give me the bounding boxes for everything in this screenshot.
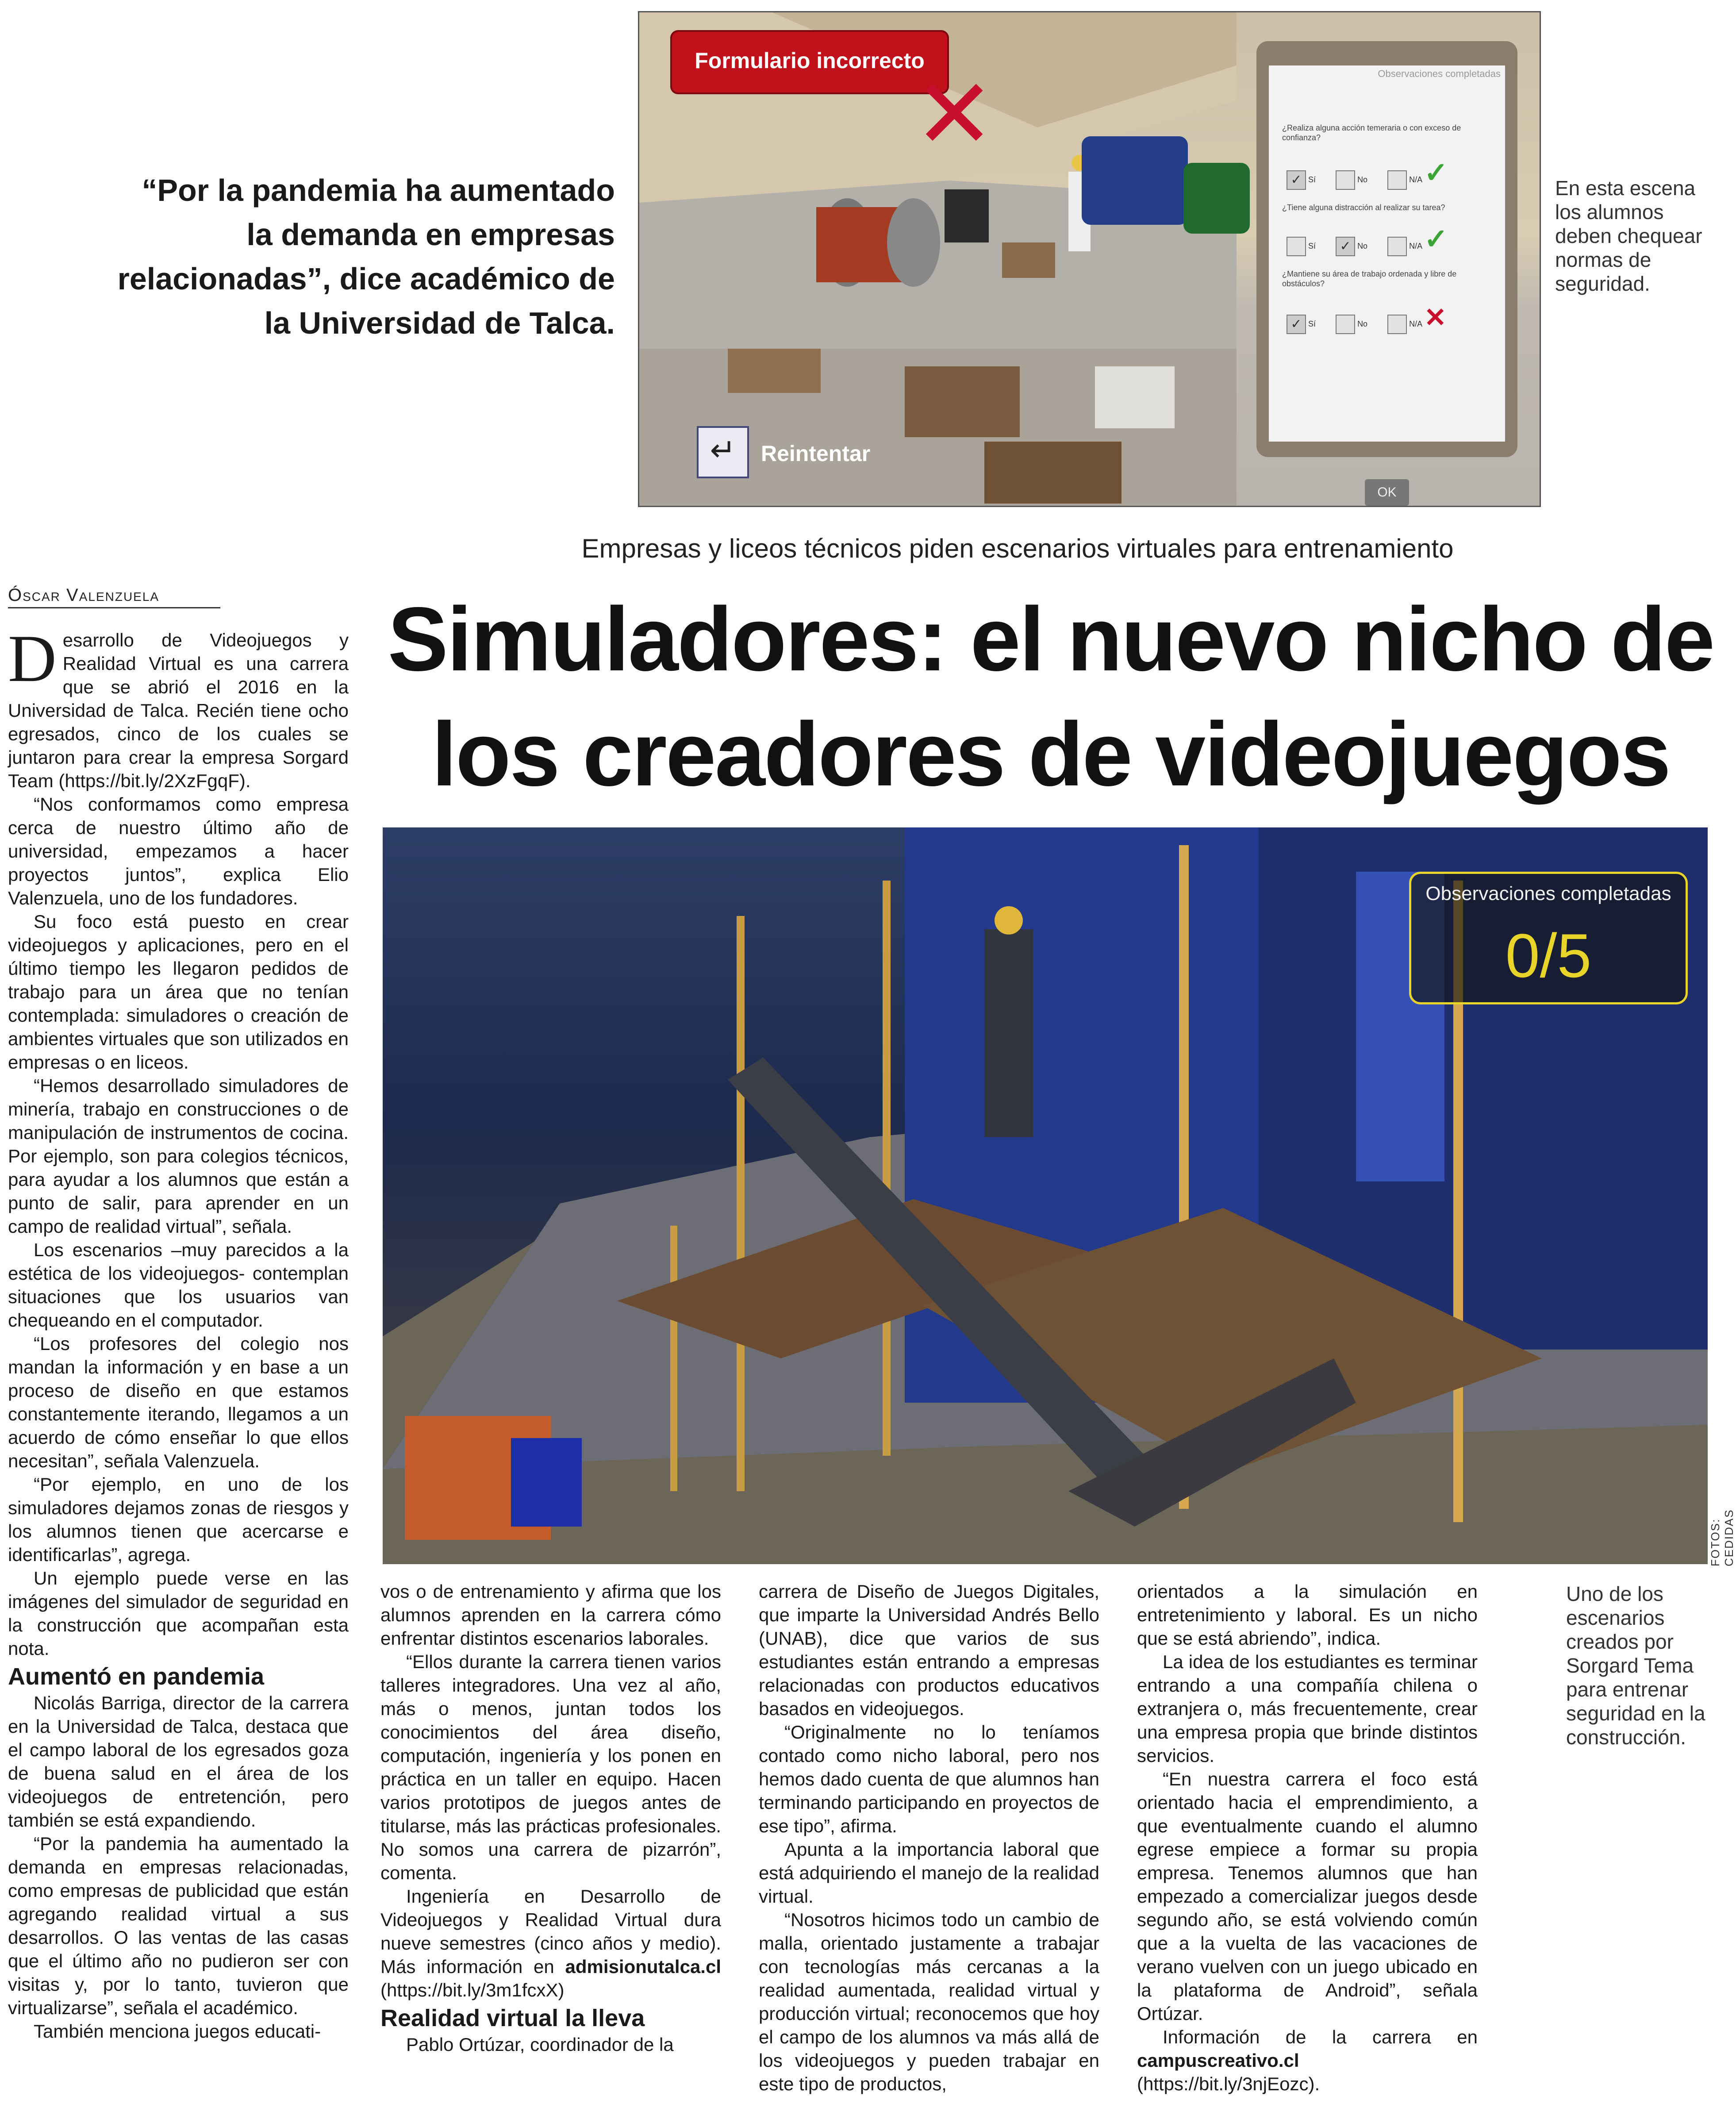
option-label: N/A [1409, 175, 1422, 184]
headline-line: los creadores de videojuegos [431, 704, 1670, 805]
paragraph: orientados a la simulación en entretenimiento y laboral. Es un nicho que se está abriendo”, indica. [1137, 1581, 1478, 1649]
top-photo-caption [1555, 176, 1728, 296]
paragraph: “Originalmente no lo teníamos contado como nicho laboral, pero nos hemos dado cuenta de que alumnos han terminando participando en proyectos de ese tipo”, afirma. [759, 1722, 1099, 1836]
check-icon: ✓ [1424, 157, 1448, 188]
option-label: No [1357, 319, 1368, 328]
option-label: Sí [1308, 319, 1316, 328]
cross-icon: ✕ [1424, 303, 1447, 332]
caption-line: Uno de los [1566, 1582, 1663, 1605]
hud-counter: 0/5 [1505, 921, 1592, 990]
paragraph: Ingeniería en Desarrollo de Videojuegos y Realidad Virtual dura nueve semestres (cinco años y medio). Más información en admisionutalca.cl (https://bit.ly/3m1fcxX) [380, 1886, 721, 2000]
subheading: Realidad virtual la lleva [380, 2005, 645, 2031]
paragraph: Nicolás Barriga, director de la carrera en la Universidad de Talca, destaca que el campo laboral de los egresados goza de buena salud en el área de los videojuegos de entretención, pero también se está expandiendo. [8, 1692, 349, 1831]
paragraph: vos o de entrenamiento y afirma que los alumnos aprenden en la carrera cómo enfrentar distintos escenarios laborales. [380, 1581, 721, 1649]
hud-label: Observaciones completadas [1425, 883, 1671, 904]
paragraph: Su foco está puesto en crear videojuegos y aplicaciones, pero en el último tiempo les llegaron pedidos de trabajo para un área que no tenían contemplada: simuladores o creación de ambientes virtuales que son utilizados en empresas o en liceos. [8, 911, 349, 1073]
caption-line: En esta escena [1555, 177, 1696, 200]
incorrect-form-banner-text: Formulario incorrecto [695, 48, 925, 73]
caption-line: seguridad en la [1566, 1702, 1705, 1725]
clipboard-panel [1256, 41, 1517, 500]
pull-quote [53, 168, 615, 345]
ok-button[interactable]: OK [1365, 479, 1409, 506]
checkbox[interactable] [1287, 237, 1306, 256]
kicker: Empresas y liceos técnicos piden escenarios virtuales para entrenamiento [581, 534, 1454, 563]
checkbox[interactable] [1387, 170, 1407, 190]
option-label: No [1357, 242, 1368, 250]
option-label: N/A [1409, 242, 1422, 250]
headline [376, 582, 1725, 812]
retry-label[interactable]: Reintentar [761, 441, 871, 466]
paragraph: Pablo Ortúzar, coordinador de la [406, 2034, 674, 2055]
caption-line: deben chequear [1555, 224, 1702, 247]
drop-cap: D [8, 621, 57, 696]
answer-row [1287, 223, 1494, 255]
main-photo-caption [1566, 1582, 1730, 1749]
paragraph: Apunta a la importancia laboral que está adquiriendo el manejo de la realidad virtual. [759, 1839, 1099, 1907]
paragraph: carrera de Diseño de Juegos Digitales, que imparte la Universidad Andrés Bello (UNAB), dice que varios de sus estudiantes están entrando a empresas relacionadas con productos educativos basados en videojuegos. [759, 1581, 1099, 1719]
retry-icon[interactable]: ↵ [697, 426, 749, 478]
clipboard-question: ¿Mantiene su área de trabajo ordenada y libre de obstáculos? [1282, 269, 1457, 288]
clipboard-question: ¿Realiza alguna acción temeraria o con exceso de confianza? [1282, 123, 1461, 142]
answer-row [1287, 302, 1494, 332]
checkbox[interactable] [1336, 170, 1355, 190]
clipboard-header: Observaciones completadas [1378, 68, 1501, 79]
paragraph: Un ejemplo puede verse en las imágenes del simulador de seguridad en la construcción que acompañan esta nota. [8, 1568, 349, 1659]
checkbox[interactable] [1387, 237, 1407, 256]
answer-row [1287, 156, 1494, 188]
caption-line: para entrenar [1566, 1678, 1689, 1701]
paragraph: “Los profesores del colegio nos mandan la información y en base a un proceso de diseño en que estamos constantemente iterando, llegamos a un acuerdo de cómo enseñar lo que ellos necesitan”, señala Valenzuela. [8, 1333, 349, 1471]
clipboard-paper [1269, 65, 1505, 442]
checkbox[interactable] [1387, 315, 1407, 334]
option-label: Sí [1308, 242, 1316, 250]
paragraph: “En nuestra carrera el foco está orientado hacia el emprendimiento, a que eventualmente cuando el alumno egrese empiece a formar su propia empresa. Tenemos alumnos que han empezado a comercializar juegos desde segundo año, se está volviendo común que a la vuelta de las vacaciones de verano vuelven con un juego ubicado en la plataforma de Android”, señala Ortúzar. [1137, 1769, 1478, 2024]
checkbox[interactable] [1336, 315, 1355, 334]
caption-line: Sorgard Tema [1566, 1654, 1694, 1677]
paragraph: “Hemos desarrollado simuladores de minería, trabajo en construcciones o de manipulación de instrumentos de cocina. Por ejemplo, son para colegios técnicos, para ayudar a los alumnos que están a punto de salir, para aprender en un campo de realidad virtual”, señala. [8, 1075, 349, 1237]
caption-line: seguridad. [1555, 272, 1650, 295]
paragraph: También menciona juegos educati- [34, 2021, 321, 2042]
checkbox[interactable]: ✓ [1287, 315, 1306, 334]
paragraph: “Nosotros hicimos todo un cambio de malla, orientado justamente a trabajar con tecnologías más cercanas a la realidad aumentada, realidad virtual y producción virtual; reconocemos que hoy el campo de los alumnos va más allá de los videojuegos y pueden trabajar en este tipo de productos, [759, 1909, 1099, 2094]
caption-line: creados por [1566, 1630, 1674, 1653]
paragraph: Información de la carrera en campuscreativo.cl (https://bit.ly/3njEozc). [1137, 2027, 1478, 2094]
pull-quote-line: la Universidad de Talca. [264, 306, 615, 340]
subheading: Aumentó en pandemia [8, 1663, 265, 1690]
article-column-2 [380, 1580, 721, 2124]
pull-quote-line: la demanda en empresas [246, 217, 615, 252]
headline-line: Simuladores: el nuevo nicho de [388, 588, 1714, 690]
caption-line: construcción. [1566, 1726, 1686, 1749]
paragraph: “Por la pandemia ha aumentado la demanda en empresas relacionadas, como empresas de publicidad que están agregando realidad virtual a sus desarrollos. O las ventas de las casas que el último año no pudieron ser con visitas y, por lo tanto, tuvieron que virtualizarse”, señala el académico. [8, 1833, 349, 2018]
photo-credit: FOTOS: CEDIDAS [1709, 1509, 1736, 1566]
caption-line: normas de [1555, 248, 1652, 271]
checkbox[interactable]: ✓ [1336, 237, 1355, 256]
caption-line: los alumnos [1555, 200, 1664, 223]
option-label: No [1357, 175, 1368, 184]
website-link[interactable]: campuscreativo.cl [1137, 2050, 1299, 2071]
checkbox[interactable]: ✓ [1287, 170, 1306, 190]
paragraph: La idea de los estudiantes es terminar entrando a una compañía chilena o extranjera o, más frecuentemente, crear una empresa propia que brinde distintos servicios. [1137, 1651, 1478, 1766]
byline: Óscar Valenzuela [8, 585, 220, 608]
article-column-4 [1137, 1580, 1478, 2124]
check-icon: ✓ [1424, 223, 1448, 255]
top-photo-simulator-form [639, 12, 1540, 506]
article-column-1 [8, 621, 349, 2124]
paragraph: Desarrollo de Videojuegos y Realidad Virtual es una carrera que se abrió el 2016 en la Universidad de Talca. Recién tiene ocho egresados, cinco de los cuales se juntaron para crear la empresa Sorgard Team (https://bit.ly/2XzFgqF). [8, 621, 349, 791]
article-column-3 [759, 1580, 1099, 2124]
website-link[interactable]: admisionutalca.cl [565, 1956, 721, 1977]
cross-icon: ✕ [914, 60, 995, 169]
clipboard-question: ¿Tiene alguna distracción al realizar su tarea? [1282, 203, 1445, 212]
paragraph: “Nos conformamos como empresa cerca de nuestro último año de universidad, empezamos a hacer proyectos juntos”, explica Elio Valenzuela, uno de los fundadores. [8, 794, 349, 908]
pull-quote-line: “Por la pandemia ha aumentado [142, 173, 615, 208]
paragraph: “Por ejemplo, en uno de los simuladores dejamos zonas de riesgos y los alumnos tienen que acercarse e identificarlas”, agrega. [8, 1474, 349, 1565]
option-label: Sí [1308, 175, 1316, 184]
paragraph: “Ellos durante la carrera tienen varios talleres integradores. Una vez al año, más o menos, juntan todos los conocimientos del área diseño, computación, ingeniería y los ponen en práctica en un taller en equipo. Hacen varios prototipos de juegos antes de titularse, más las prácticas profesionales. No somos una carrera de pizarrón”, comenta. [380, 1651, 721, 1883]
main-photo-scaffolding-simulator [383, 827, 1708, 1564]
caption-line: escenarios [1566, 1606, 1665, 1629]
observations-hud [1409, 872, 1688, 1004]
option-label: N/A [1409, 319, 1422, 328]
paragraph: Los escenarios –muy parecidos a la estética de los videojuegos- contemplan situaciones que los usuarios van chequeando en el computador. [8, 1239, 349, 1331]
pull-quote-line: relacionadas”, dice académico de [117, 262, 615, 296]
